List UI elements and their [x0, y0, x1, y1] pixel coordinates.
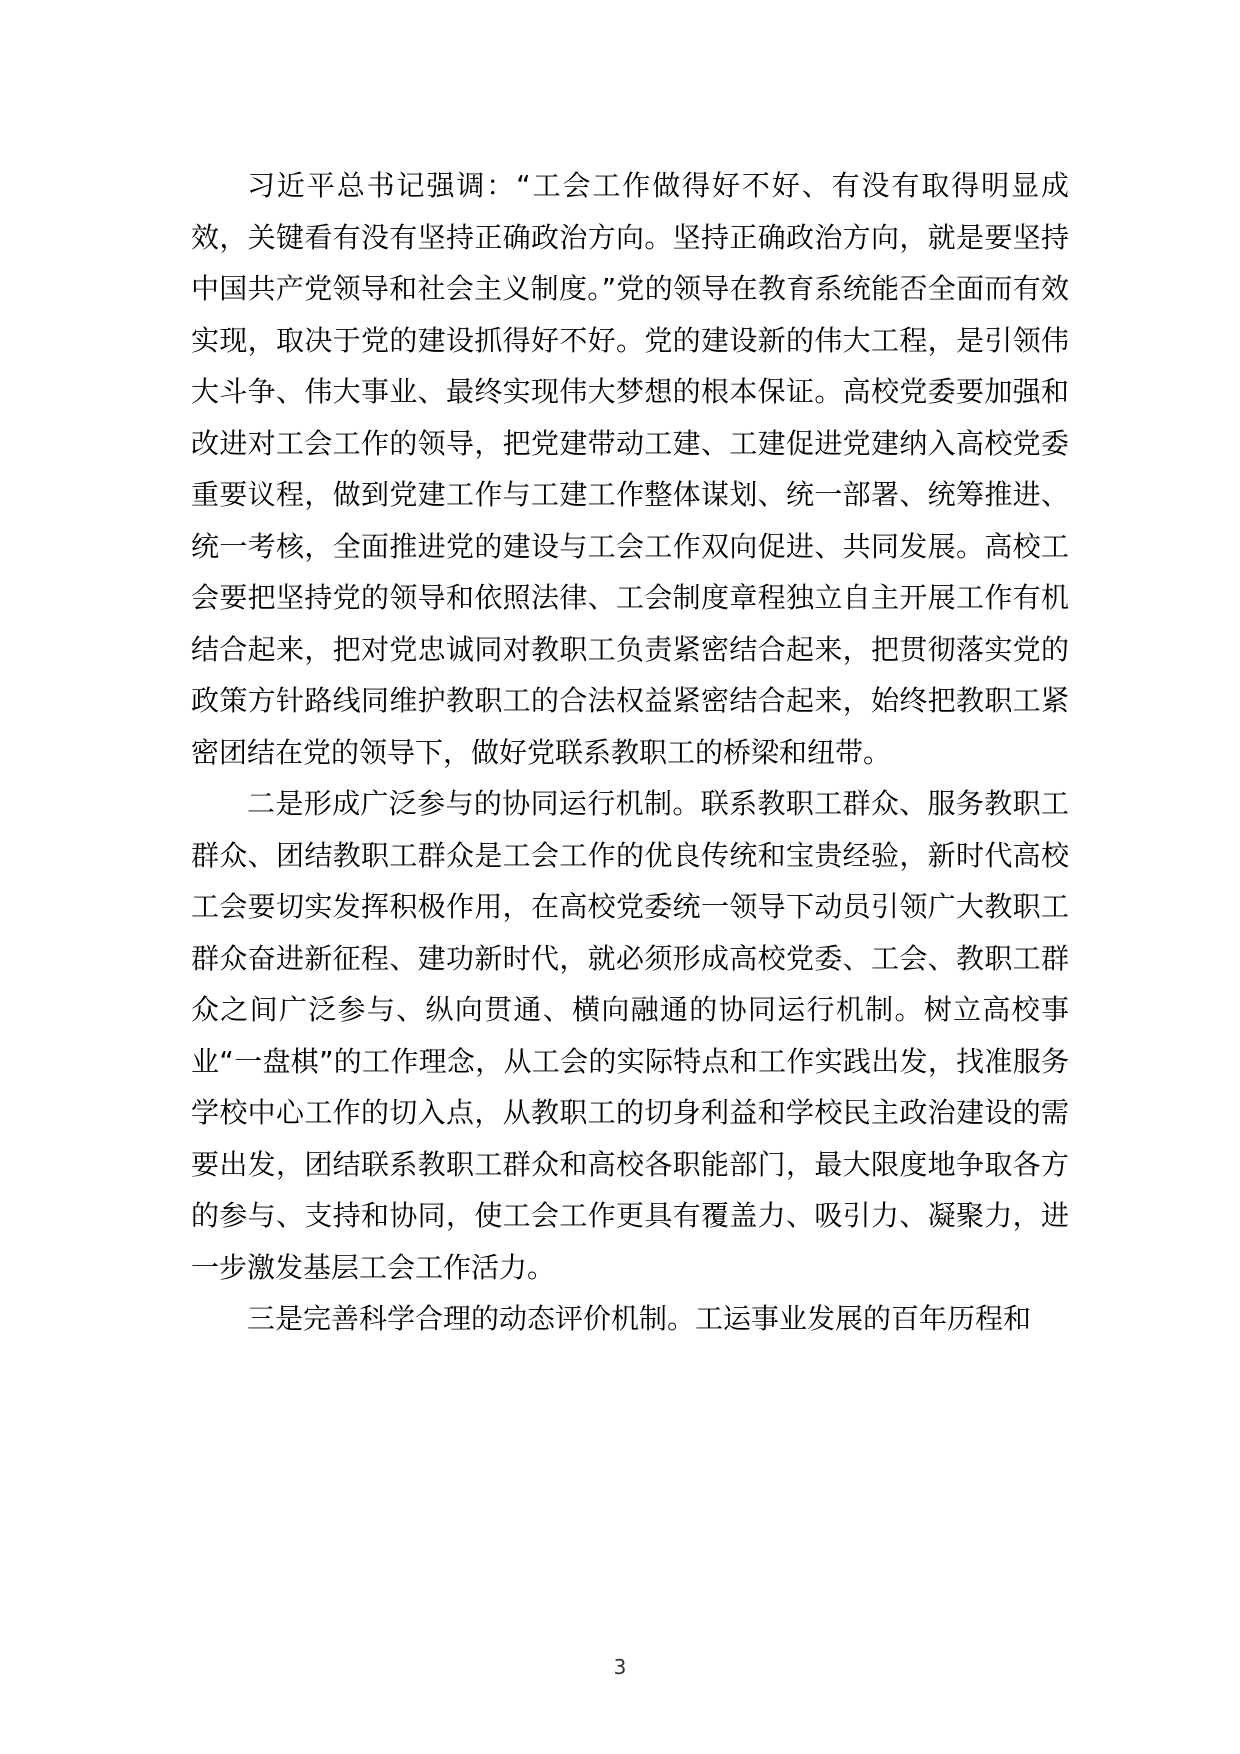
document-body	[191, 160, 1069, 1345]
page-number: 3	[613, 1655, 627, 1679]
paragraph-coordination-mechanism: 二是形成广泛参与的协同运行机制。联系教职工群众、服务教职工群众、团结教职工群众是工会工作的优良传统和宝贵经验，新时代高校工会要切实发挥积极作用，在高校党委统一领导下动员引领广大教职工群众奋进新征程、建功新时代，就必须形成高校党委、工会、教职工群众之间广泛参与、纵向贯通、横向融通的协同运行机制。树立高校事业“一盘棋”的工作理念，从工会的实际特点和工作实践出发，找准服务学校中心工作的切入点，从教职工的切身利益和学校民主政治建设的需要出发，团结联系教职工群众和高校各职能部门，最大限度地争取各方的参与、支持和协同，使工会工作更具有覆盖力、吸引力、凝聚力，进一步激发基层工会工作活力。	[191, 787, 1069, 1284]
paragraph-evaluation-mechanism: 三是完善科学合理的动态评价机制。工运事业发展的百年历程和	[247, 1302, 1032, 1335]
paragraph-party-leadership: 习近平总书记强调：“工会工作做得好不好、有没有取得明显成效，关键看有没有坚持正确政治方向。坚持正确政治方向，就是要坚持中国共产党领导和社会主义制度。”党的领导在教育系统能否全面而有效实现，取决于党的建设抓得好不好。党的建设新的伟大工程，是引领伟大斗争、伟大事业、最终实现伟大梦想的根本保证。高校党委要加强和改进对工会工作的领导，把党建带动工建、工建促进党建纳入高校党委重要议程，做到党建工作与工建工作整体谋划、统一部署、统筹推进、统一考核，全面推进党的建设与工会工作双向促进、共同发展。高校工会要把坚持党的领导和依照法律、工会制度章程独立自主开展工作有机结合起来，把对党忠诚同对教职工负责紧密结合起来，把贯彻落实党的政策方针路线同维护教职工的合法权益紧密结合起来，始终把教职工紧密团结在党的领导下，做好党联系教职工的桥梁和纽带。	[191, 169, 1069, 769]
